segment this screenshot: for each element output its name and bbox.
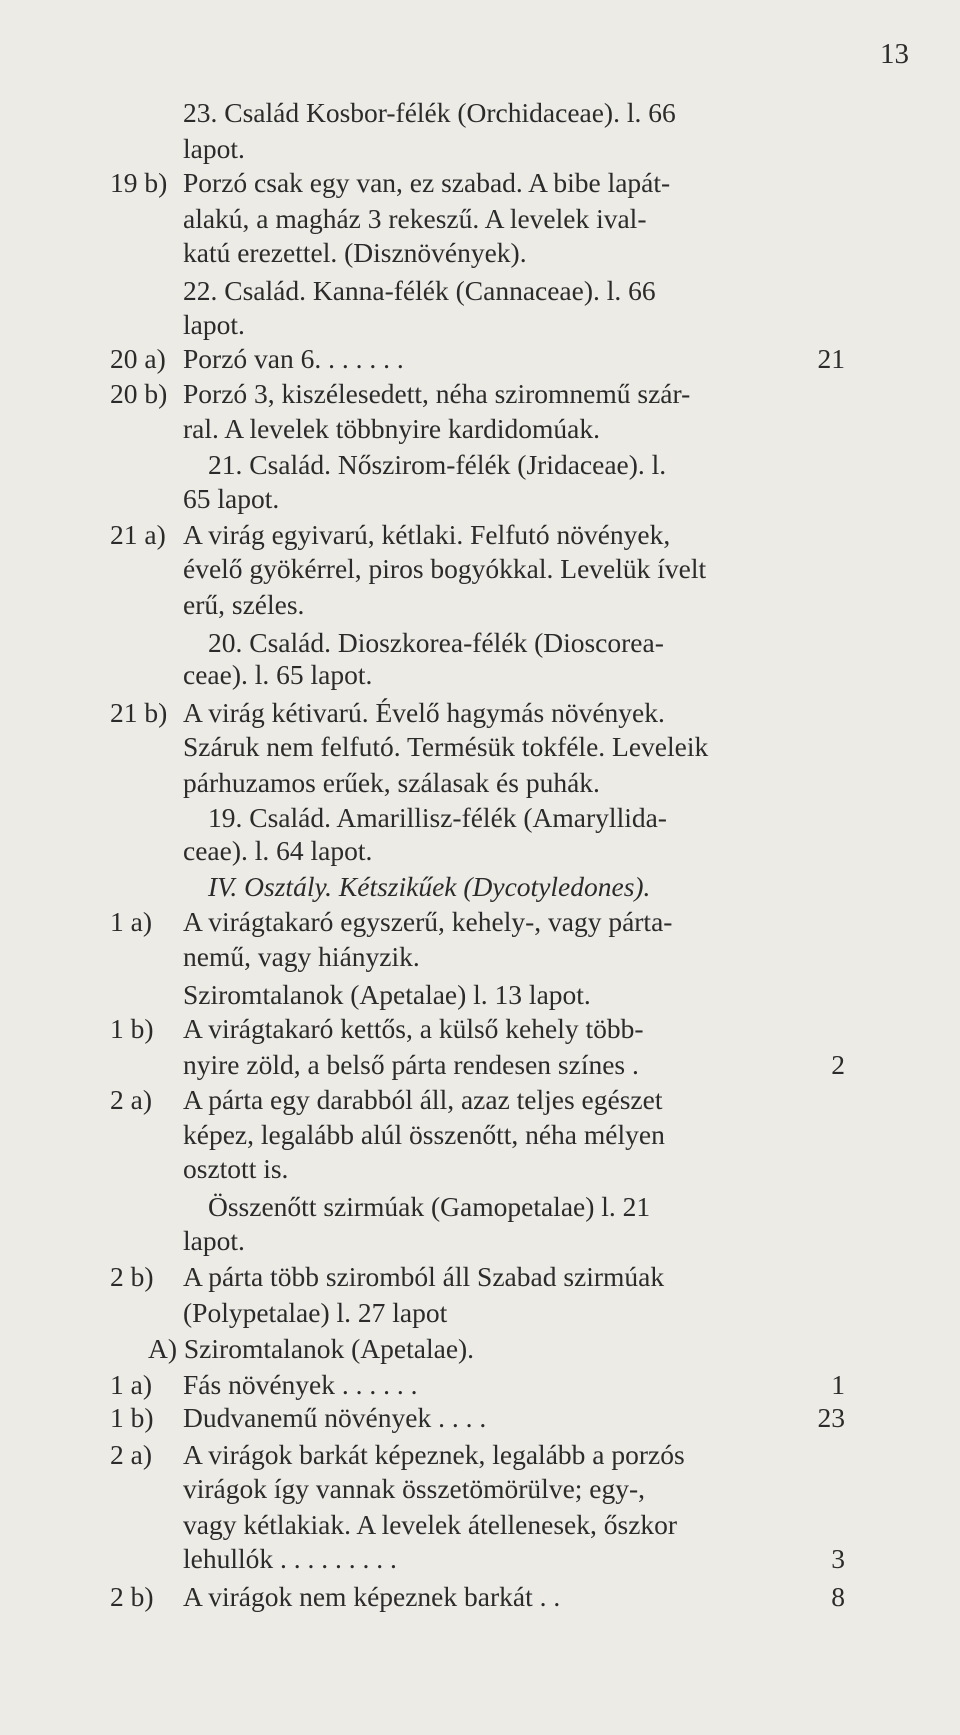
- text-line: [110, 202, 845, 236]
- line-text: katú erezettel. (Disznövények).: [183, 237, 527, 268]
- text-line: [110, 1580, 845, 1614]
- text-line: [110, 1368, 845, 1402]
- text-line: [110, 834, 845, 868]
- line-text: A párta több sziromból áll Szabad szirmúak: [183, 1261, 665, 1292]
- text-line: [110, 236, 845, 270]
- line-text: évelő gyökérrel, piros bogyókkal. Levelük ívelt: [183, 553, 707, 584]
- text-line: [110, 905, 845, 939]
- line-text: 19. Család. Amarillisz-félék (Amaryllida-: [208, 802, 667, 833]
- text-line: [110, 518, 845, 552]
- line-text: alakú, a magház 3 rekeszű. A levelek ival-: [183, 203, 647, 234]
- line-text: képez, legalább alúl összenőtt, néha mélyen: [183, 1119, 665, 1150]
- text-line: [110, 377, 845, 411]
- line-text: nemű, vagy hiányzik.: [183, 941, 420, 972]
- key-label: 2 b): [110, 1261, 154, 1292]
- text-line: [110, 1083, 845, 1117]
- text-line: [110, 696, 845, 730]
- key-label: 1 a): [110, 906, 152, 937]
- text-line: [110, 412, 845, 446]
- key-label: 2 a): [110, 1439, 152, 1470]
- text-line: [110, 1118, 845, 1152]
- text-line: [110, 940, 845, 974]
- line-text: ral. A levelek többnyire kardidomúak.: [183, 413, 600, 444]
- line-text: ceae). l. 65 lapot.: [183, 659, 373, 690]
- line-text: A virágok nem képeznek barkát . .: [183, 1581, 561, 1612]
- key-label: 2 b): [110, 1581, 154, 1612]
- line-text: A virágtakaró kettős, a külső kehely több-: [183, 1013, 644, 1044]
- text-line: [110, 132, 845, 166]
- page-number: 13: [880, 38, 909, 70]
- line-text: 65 lapot.: [183, 483, 280, 514]
- line-text: párhuzamos erűek, szálasak és puhák.: [183, 767, 600, 798]
- text-line: [110, 96, 845, 130]
- line-text: Száruk nem felfutó. Termésük tokféle. Leveleik: [183, 731, 709, 762]
- text-line: [110, 730, 845, 764]
- reference-number: 3: [831, 1543, 845, 1574]
- line-text: (Polypetalae) l. 27 lapot: [183, 1297, 448, 1328]
- reference-number: 8: [831, 1581, 845, 1612]
- text-line: [110, 342, 845, 376]
- key-label: 21 a): [110, 519, 166, 550]
- line-text: erű, széles.: [183, 589, 305, 620]
- key-label: 19 b): [110, 167, 168, 198]
- text-line: [110, 1224, 845, 1258]
- line-text: 23. Család Kosbor-félék (Orchidaceae). l. 66: [183, 97, 676, 128]
- line-text: nyire zöld, a belső párta rendesen színes .: [183, 1049, 639, 1080]
- line-text: ceae). l. 64 lapot.: [183, 835, 373, 866]
- key-label: 20 b): [110, 378, 168, 409]
- reference-number: 2: [831, 1049, 845, 1080]
- text-line: [110, 870, 845, 904]
- text-line: [110, 1472, 845, 1506]
- reference-number: 21: [817, 343, 845, 374]
- text-line: [110, 978, 845, 1012]
- text-line: [110, 1508, 845, 1542]
- text-line: [110, 1401, 845, 1435]
- line-text: vagy kétlakiak. A levelek átellenesek, őszkor: [183, 1509, 678, 1540]
- line-text: lapot.: [183, 133, 245, 164]
- line-text: A párta egy darabból áll, azaz teljes egészet: [183, 1084, 663, 1115]
- line-text: A virágtakaró egyszerű, kehely-, vagy párta-: [183, 906, 673, 937]
- line-text: A virág kétivarú. Évelő hagymás növények.: [183, 697, 665, 728]
- line-text: 20. Család. Dioszkorea-félék (Dioscorea-: [208, 627, 664, 658]
- text-line: [110, 274, 845, 308]
- text-line: [110, 766, 845, 800]
- line-text: osztott is.: [183, 1153, 289, 1184]
- line-text: 21. Család. Nőszirom-félék (Jridaceae). l.: [208, 449, 667, 480]
- text-line: [110, 658, 845, 692]
- text-line: [110, 588, 845, 622]
- text-line: [110, 482, 845, 516]
- key-label: 2 a): [110, 1084, 152, 1115]
- text-line: [110, 1438, 845, 1472]
- line-text: Porzó csak egy van, ez szabad. A bibe lapát-: [183, 167, 671, 198]
- line-text: lehullók . . . . . . . . .: [183, 1543, 397, 1574]
- text-line: [110, 1542, 845, 1576]
- line-text: 22. Család. Kanna-félék (Cannaceae). l. 66: [183, 275, 656, 306]
- text-line: [110, 1332, 845, 1366]
- text-line: [110, 448, 845, 482]
- key-label: 1 b): [110, 1402, 154, 1433]
- key-label: 21 b): [110, 697, 168, 728]
- key-label: 1 b): [110, 1013, 154, 1044]
- line-text: A) Sziromtalanok (Apetalae).: [148, 1333, 475, 1364]
- line-text: lapot.: [183, 309, 245, 340]
- line-text: Porzó 3, kiszélesedett, néha sziromnemű szár-: [183, 378, 691, 409]
- text-line: [110, 166, 845, 200]
- line-text: lapot.: [183, 1225, 245, 1256]
- text-line: [110, 1260, 845, 1294]
- text-line: [110, 1190, 845, 1224]
- line-text: Dudvanemű növények . . . .: [183, 1402, 487, 1433]
- line-text: IV. Osztály. Kétszikűek (Dycotyledones).: [208, 871, 651, 902]
- text-line: [110, 552, 845, 586]
- line-text: Összenőtt szirmúak (Gamopetalae) l. 21: [208, 1191, 651, 1222]
- text-line: [110, 1048, 845, 1082]
- line-text: A virágok barkát képeznek, legalább a porzós: [183, 1439, 685, 1470]
- line-text: A virág egyivarú, kétlaki. Felfutó növények,: [183, 519, 671, 550]
- key-label: 1 a): [110, 1369, 152, 1400]
- line-text: Sziromtalanok (Apetalae) l. 13 lapot.: [183, 979, 591, 1010]
- text-line: [110, 1152, 845, 1186]
- line-text: virágok így vannak összetömörülve; egy-,: [183, 1473, 646, 1504]
- text-line: [110, 801, 845, 835]
- reference-number: 1: [831, 1369, 845, 1400]
- reference-number: 23: [817, 1402, 845, 1433]
- line-text: Porzó van 6. . . . . . .: [183, 343, 404, 374]
- key-label: 20 a): [110, 343, 166, 374]
- text-line: [110, 1296, 845, 1330]
- text-line: [110, 1012, 845, 1046]
- text-line: [110, 308, 845, 342]
- line-text: Fás növények . . . . . .: [183, 1369, 418, 1400]
- text-line: [110, 626, 845, 660]
